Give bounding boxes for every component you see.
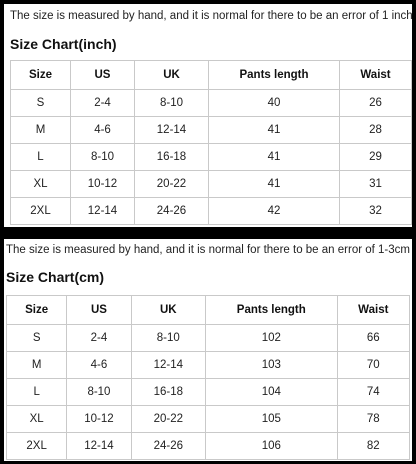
table-row [7, 379, 410, 406]
cell-us: 8-10 [67, 379, 131, 406]
cell-size: 2XL [7, 433, 67, 460]
cell-us: 10-12 [67, 406, 131, 433]
header-us: US [67, 296, 131, 325]
cell-pants-length: 41 [209, 144, 340, 171]
cell-waist: 70 [337, 352, 409, 379]
header-waist: Waist [340, 61, 412, 90]
cell-waist: 31 [340, 171, 412, 198]
cell-waist: 66 [337, 325, 409, 352]
cell-pants-length: 102 [205, 325, 337, 352]
cell-waist: 28 [340, 117, 412, 144]
cell-us: 8-10 [71, 144, 135, 171]
cell-us: 12-14 [71, 198, 135, 225]
header-size: Size [11, 61, 71, 90]
cell-pants-length: 41 [209, 171, 340, 198]
cell-size: L [7, 379, 67, 406]
cell-waist: 26 [340, 90, 412, 117]
cell-pants-length: 42 [209, 198, 340, 225]
cell-us: 2-4 [71, 90, 135, 117]
cell-pants-length: 103 [205, 352, 337, 379]
cell-size: L [11, 144, 71, 171]
size-chart-inch-panel [4, 4, 412, 227]
cell-waist: 29 [340, 144, 412, 171]
cell-waist: 78 [337, 406, 409, 433]
cell-size: XL [11, 171, 71, 198]
cell-us: 2-4 [67, 325, 131, 352]
size-table-inch [10, 60, 412, 225]
cell-uk: 20-22 [131, 406, 205, 433]
measurement-note: The size is measured by hand, and it is normal for there to be an error of 1 inch [10, 10, 413, 22]
header-waist: Waist [337, 296, 409, 325]
cell-waist: 74 [337, 379, 409, 406]
cell-us: 4-6 [67, 352, 131, 379]
table-row [11, 171, 412, 198]
cell-size: M [7, 352, 67, 379]
cell-uk: 8-10 [131, 325, 205, 352]
cell-pants-length: 105 [205, 406, 337, 433]
cell-uk: 12-14 [131, 352, 205, 379]
header-pants-length: Pants length [209, 61, 340, 90]
table-row [11, 90, 412, 117]
size-chart-cm-panel [4, 239, 412, 461]
header-size: Size [7, 296, 67, 325]
table-row [7, 325, 410, 352]
cell-us: 10-12 [71, 171, 135, 198]
size-table-cm [6, 295, 410, 460]
cell-uk: 24-26 [131, 433, 205, 460]
cell-size: S [7, 325, 67, 352]
chart-title: Size Chart(inch) [10, 36, 117, 52]
table-row [7, 352, 410, 379]
cell-pants-length: 40 [209, 90, 340, 117]
header-uk: UK [131, 296, 205, 325]
cell-uk: 16-18 [131, 379, 205, 406]
cell-us: 4-6 [71, 117, 135, 144]
header-uk: UK [135, 61, 209, 90]
table-row [11, 198, 412, 225]
table-row [11, 144, 412, 171]
cell-uk: 12-14 [135, 117, 209, 144]
cell-uk: 16-18 [135, 144, 209, 171]
chart-title: Size Chart(cm) [6, 269, 105, 285]
cell-pants-length: 106 [205, 433, 337, 460]
cell-size: XL [7, 406, 67, 433]
table-header-row [11, 61, 412, 90]
table-header-row [7, 296, 410, 325]
table-row [11, 117, 412, 144]
cell-uk: 8-10 [135, 90, 209, 117]
cell-size: S [11, 90, 71, 117]
table-row [7, 433, 410, 460]
header-us: US [71, 61, 135, 90]
cell-us: 12-14 [67, 433, 131, 460]
header-pants-length: Pants length [205, 296, 337, 325]
cell-pants-length: 104 [205, 379, 337, 406]
cell-waist: 82 [337, 433, 409, 460]
cell-pants-length: 41 [209, 117, 340, 144]
cell-uk: 20-22 [135, 171, 209, 198]
cell-size: 2XL [11, 198, 71, 225]
cell-waist: 32 [340, 198, 412, 225]
table-row [7, 406, 410, 433]
cell-uk: 24-26 [135, 198, 209, 225]
measurement-note: The size is measured by hand, and it is normal for there to be an error of 1-3cm [6, 244, 410, 256]
cell-size: M [11, 117, 71, 144]
